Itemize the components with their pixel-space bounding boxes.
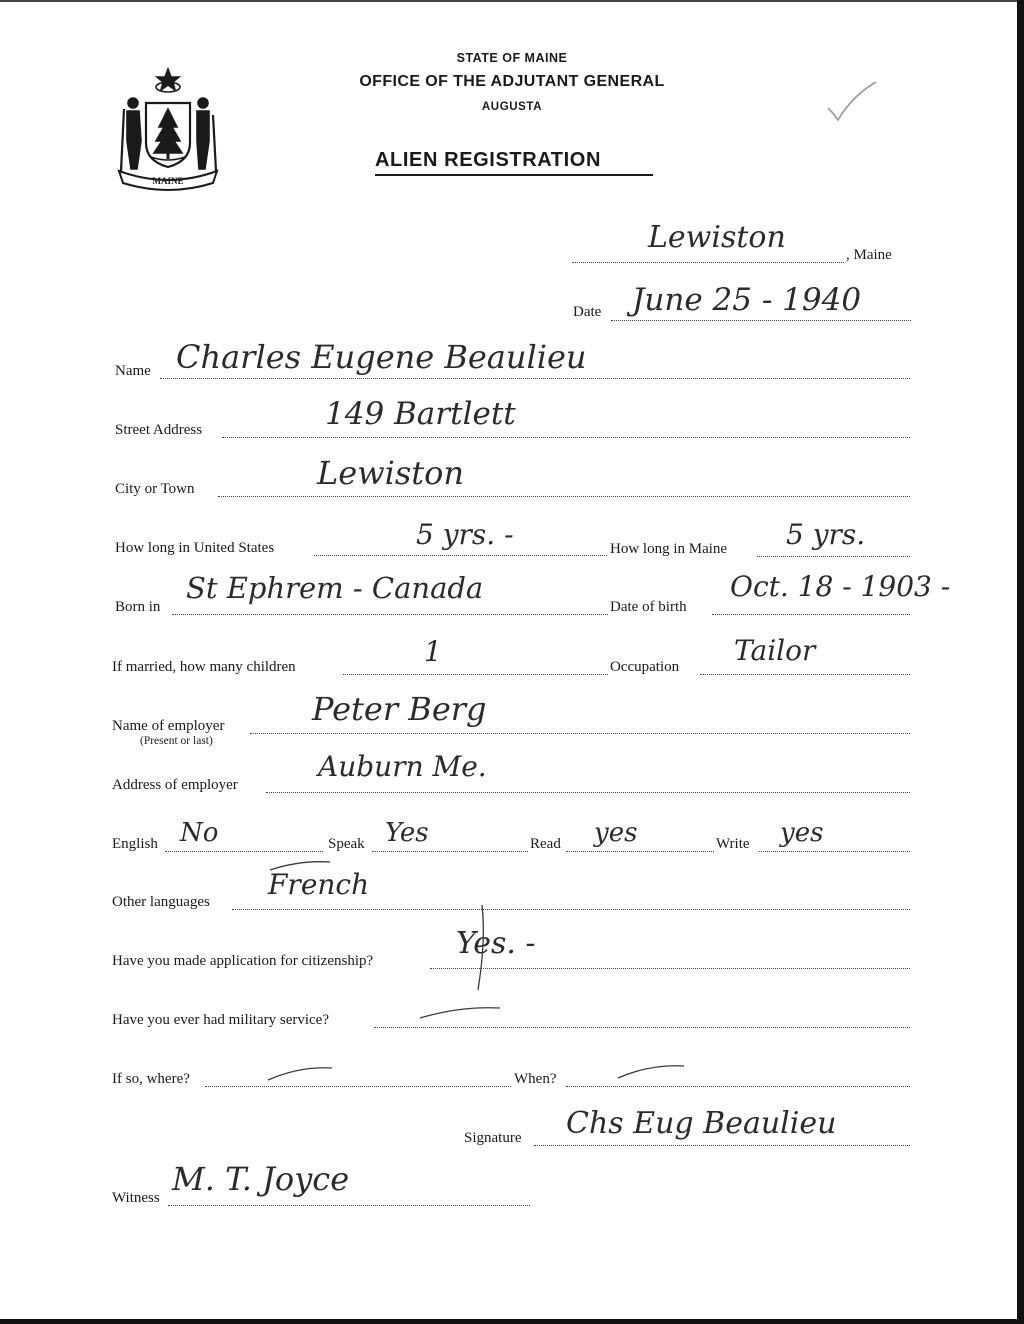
place-value: Lewiston <box>648 220 786 255</box>
write-label: Write <box>716 836 750 852</box>
employer-name-label: Name of employer <box>112 718 225 734</box>
citizenship-value: Yes. - <box>456 926 536 961</box>
signature-dots <box>534 1145 910 1146</box>
employer-name-dots <box>250 733 910 734</box>
signature-value: Chs Eug Beaulieu <box>566 1106 837 1141</box>
children-label: If married, how many children <box>112 659 296 675</box>
place-dots <box>572 262 844 263</box>
witness-label: Witness <box>112 1190 160 1206</box>
write-value: yes <box>780 818 824 848</box>
when-dots <box>566 1086 910 1087</box>
speak-dots <box>372 851 528 852</box>
name-value: Charles Eugene Beaulieu <box>176 338 587 376</box>
citizenship-label: Have you made application for citizenship? <box>112 953 374 969</box>
witness-value: M. T. Joyce <box>172 1160 350 1198</box>
how-long-us-dots <box>314 555 607 556</box>
date-value: June 25 - 1940 <box>632 282 862 318</box>
date-of-birth-dots <box>712 614 910 615</box>
born-in-value: St Ephrem - Canada <box>186 571 484 605</box>
name-dots <box>160 378 910 379</box>
witness-dots <box>168 1205 530 1206</box>
employer-address-label: Address of employer <box>112 777 238 793</box>
military-dots <box>374 1027 910 1028</box>
how-long-maine-label: How long in Maine <box>610 541 728 557</box>
english-value: No <box>180 818 219 848</box>
read-value: yes <box>594 818 638 848</box>
write-dots <box>759 851 910 852</box>
when-label: When? <box>514 1071 557 1087</box>
how-long-maine-value: 5 yrs. <box>786 518 866 551</box>
children-dots <box>343 674 608 675</box>
occupation-label: Occupation <box>610 659 680 675</box>
svg-text:MAINE: MAINE <box>152 176 184 186</box>
born-in-dots <box>172 614 608 615</box>
other-languages-value: French <box>268 868 370 901</box>
city-or-town-dots <box>218 496 910 497</box>
other-languages-dots <box>232 909 910 910</box>
city-or-town-label: City or Town <box>115 481 195 497</box>
military-label: Have you ever had military service? <box>112 1012 329 1028</box>
street-address-label: Street Address <box>115 422 203 438</box>
where-dots <box>205 1086 511 1087</box>
read-label: Read <box>530 836 561 852</box>
maine-suffix-label: , Maine <box>846 247 892 263</box>
date-of-birth-value: Oct. 18 - 1903 - <box>730 570 951 603</box>
how-long-us-value: 5 yrs. - <box>416 518 514 551</box>
city-heading: AUGUSTA <box>481 101 543 113</box>
children-value: 1 <box>424 635 442 668</box>
other-languages-label: Other languages <box>112 894 210 910</box>
how-long-us-label: How long in United States <box>115 540 275 556</box>
signature-label: Signature <box>464 1130 522 1146</box>
english-label: English <box>112 836 158 852</box>
form-title: ALIEN REGISTRATION <box>375 149 653 176</box>
scan-edge-top <box>0 0 1024 2</box>
occupation-dots <box>700 674 910 675</box>
speak-value: Yes <box>385 818 429 848</box>
date-of-birth-label: Date of birth <box>610 599 687 615</box>
citizenship-dots <box>430 968 910 969</box>
scan-edge-bottom <box>0 1319 1024 1324</box>
scan-edge-right <box>1017 0 1024 1324</box>
where-label: If so, where? <box>112 1071 190 1087</box>
name-label: Name <box>115 363 151 379</box>
born-in-label: Born in <box>115 599 161 615</box>
state-heading: STATE OF MAINE <box>456 51 568 65</box>
office-heading: OFFICE OF THE ADJUTANT GENERAL <box>359 73 665 90</box>
english-dots <box>165 851 323 852</box>
read-dots <box>566 851 714 852</box>
speak-label: Speak <box>328 836 365 852</box>
street-address-dots <box>222 437 910 438</box>
checkmark-icon <box>826 80 878 122</box>
date-label: Date <box>573 304 602 320</box>
employer-name-sublabel: (Present or last) <box>140 735 213 747</box>
employer-address-value: Auburn Me. <box>318 750 487 783</box>
occupation-value: Tailor <box>734 634 816 667</box>
employer-address-dots <box>266 792 910 793</box>
city-or-town-value: Lewiston <box>317 454 464 492</box>
employer-name-value: Peter Berg <box>312 690 487 728</box>
date-dots <box>611 320 911 321</box>
how-long-maine-dots <box>757 556 910 557</box>
street-address-value: 149 Bartlett <box>325 396 516 432</box>
